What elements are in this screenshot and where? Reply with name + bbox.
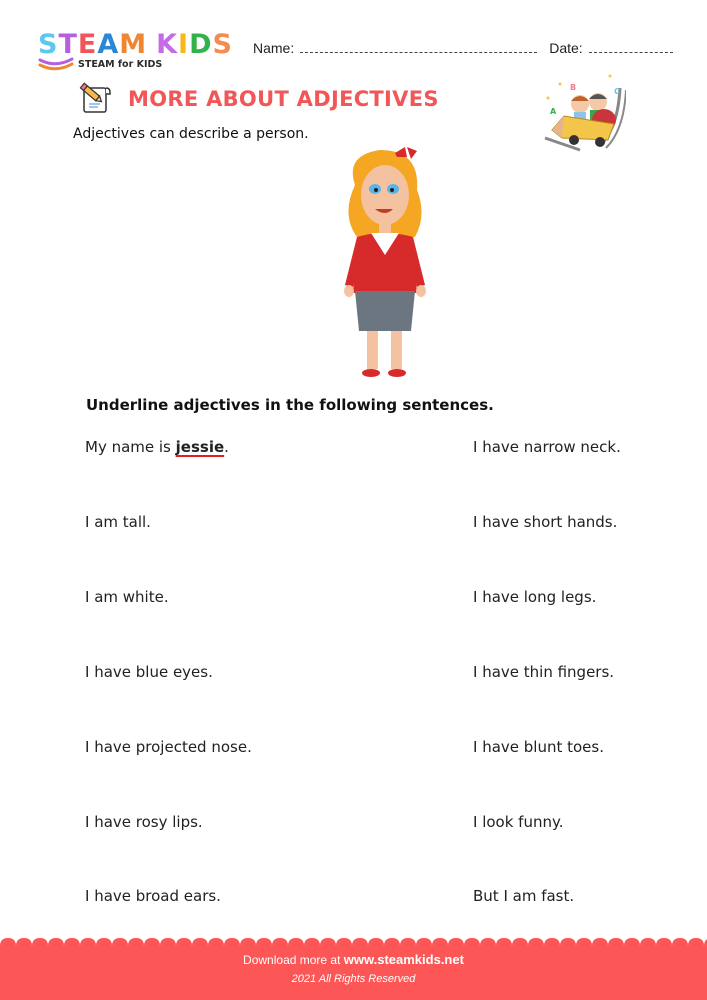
sentence-item[interactable]: But I am fast. [473, 887, 575, 905]
sentence-item[interactable]: I have short hands. [473, 513, 618, 531]
name-label: Name: [253, 40, 295, 56]
svg-text:C: C [614, 87, 620, 96]
sentence-item[interactable]: I have rosy lips. [85, 813, 203, 831]
logo-letter: I [178, 29, 190, 60]
sentence-item[interactable]: I have long legs. [473, 588, 597, 606]
example-answer-underlined: jessie [175, 438, 225, 456]
logo-letter: K [156, 29, 179, 60]
date-label: Date: [549, 40, 583, 56]
sentence-item[interactable]: I look funny. [473, 813, 564, 831]
kids-rollercoaster-illustration [540, 68, 626, 156]
logo-letter: S [212, 29, 233, 60]
intro-text: Adjectives can describe a person. [73, 126, 309, 142]
svg-text:B: B [570, 83, 577, 92]
instruction-text: Underline adjectives in the following sentences. [86, 396, 494, 414]
logo-letter: D [189, 29, 213, 60]
logo-letter: S [38, 29, 59, 60]
worksheet-title-row [78, 82, 439, 116]
pencil-paper-icon [78, 82, 112, 116]
name-field[interactable] [300, 41, 537, 53]
svg-text:A: A [550, 107, 557, 116]
sentence-item[interactable]: I have broad ears. [85, 887, 221, 905]
name-date-fields [253, 40, 673, 56]
sentence-item[interactable]: I have projected nose. [85, 738, 252, 756]
website-link[interactable]: www.steamkids.net [343, 952, 464, 967]
girl-jessie-illustration [335, 145, 435, 380]
example-prefix: My name is [85, 438, 176, 456]
footer-download-text [0, 952, 707, 967]
sentence-item[interactable]: I am white. [85, 588, 169, 606]
worksheet-title: MORE ABOUT ADJECTIVES [128, 87, 439, 111]
logo-swoosh-icon [38, 56, 76, 72]
sentence-item[interactable]: I have blunt toes. [473, 738, 604, 756]
download-prefix: Download more at [243, 953, 344, 967]
sentence-item[interactable]: I have narrow neck. [473, 438, 621, 456]
sentence-item[interactable]: I have blue eyes. [85, 663, 213, 681]
logo-letter: M [119, 29, 148, 60]
date-field[interactable] [589, 41, 673, 53]
footer-banner [0, 940, 707, 1000]
scallop-edge-icon [0, 934, 707, 946]
example-suffix: . [224, 438, 229, 456]
logo-letter: E [77, 29, 98, 60]
copyright-text: 2021 All Rights Reserved [291, 973, 416, 985]
sentence-item[interactable]: I have thin fingers. [473, 663, 615, 681]
logo-subtitle: STEAM for KIDS [78, 59, 163, 70]
sentence-item[interactable]: I am tall. [85, 513, 151, 531]
logo-letter: A [97, 29, 120, 60]
logo-letter: T [58, 29, 78, 60]
example-sentence [85, 438, 229, 456]
steam-kids-logo [38, 30, 238, 75]
